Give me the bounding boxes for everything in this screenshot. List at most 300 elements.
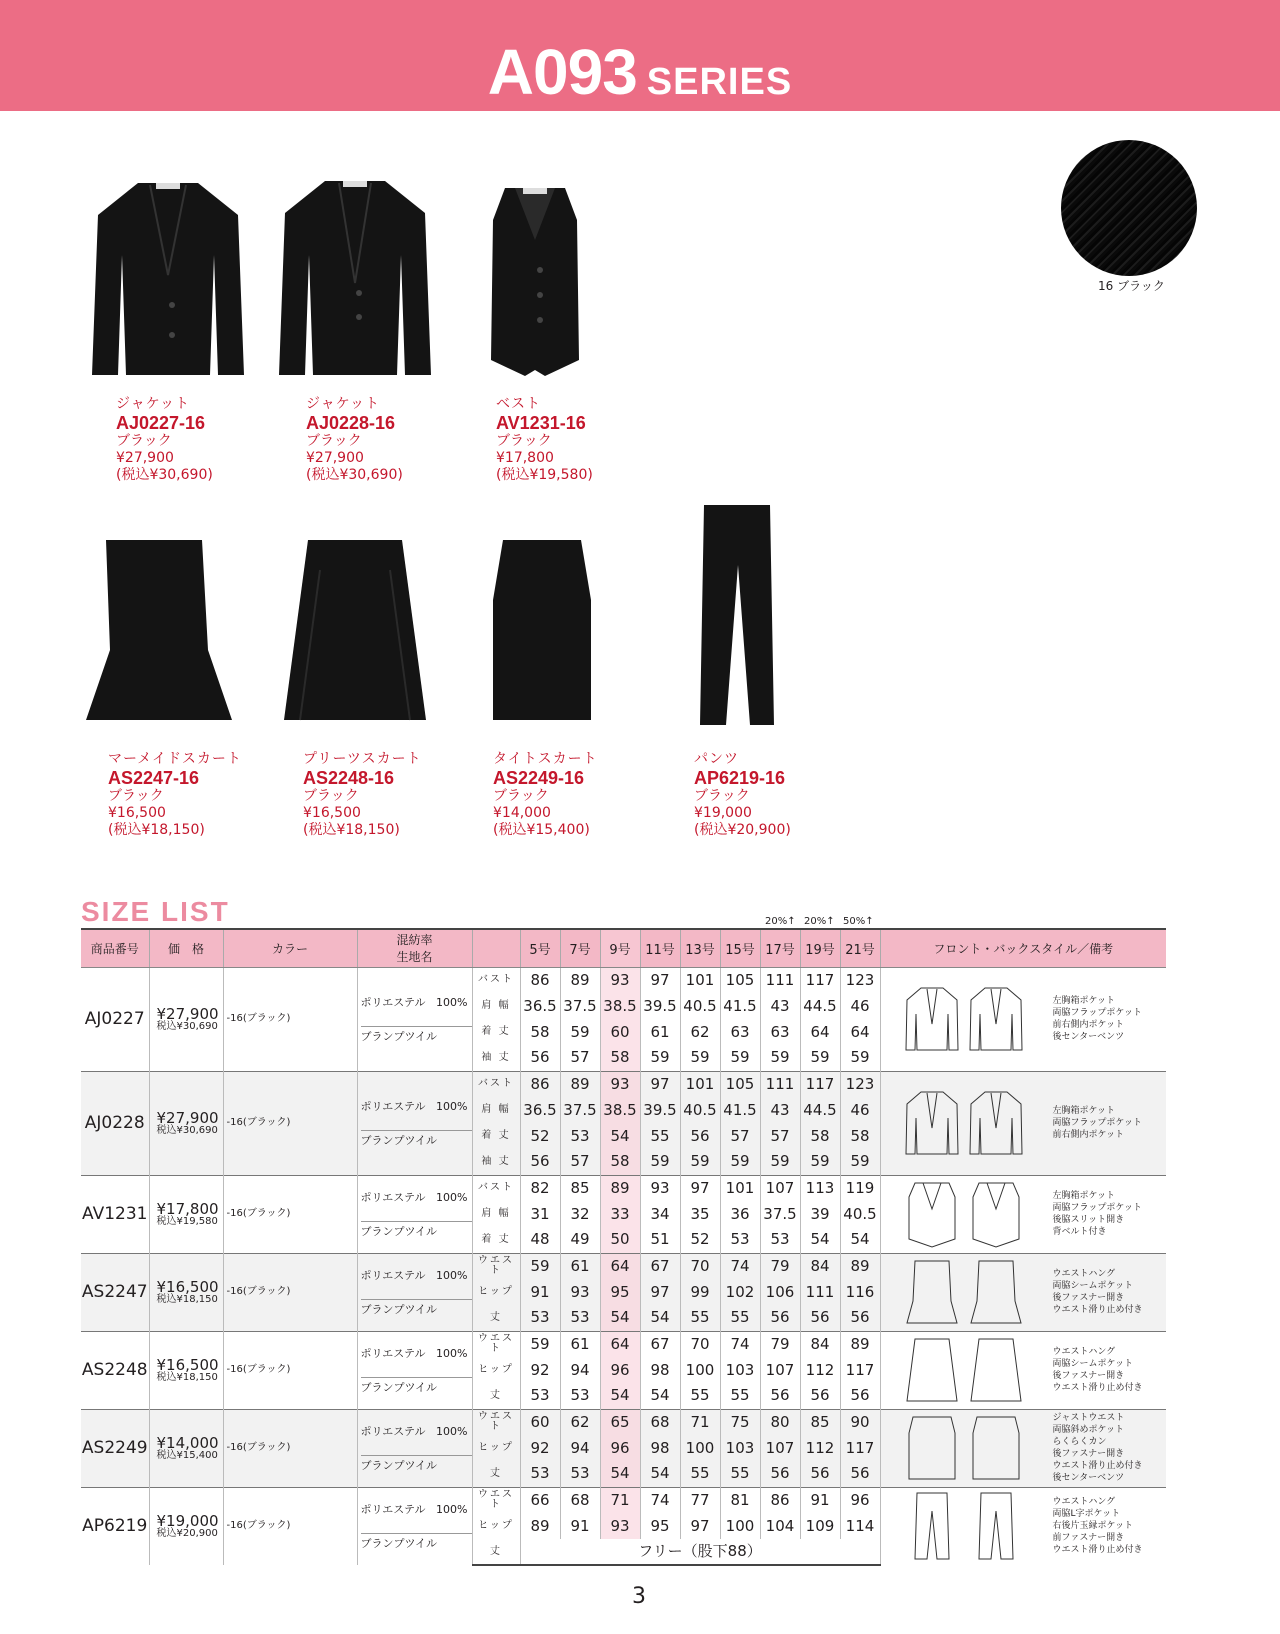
style-notes (1053, 1412, 1143, 1484)
style-drawings (881, 1088, 1167, 1158)
product-category: マーメイドスカート (108, 751, 242, 767)
size-value: 100 (680, 1435, 720, 1461)
item-fabric (357, 1331, 472, 1409)
size-value: 89 (840, 1331, 880, 1357)
fabric-blend (361, 1426, 472, 1437)
fabric-blend (361, 1270, 472, 1281)
fabric-material: ポリエステル (360, 1099, 426, 1113)
size-value: 59 (680, 1045, 720, 1071)
product-code: AS2248-16 (303, 768, 395, 788)
series-word: SERIES (646, 61, 793, 103)
size-value: 117 (800, 967, 840, 993)
series-header (0, 0, 1280, 111)
size-value: 64 (800, 1019, 840, 1045)
item-fabric (357, 1175, 472, 1253)
size-value: 94 (560, 1357, 600, 1383)
item-style (880, 1071, 1166, 1175)
size-value: 97 (640, 967, 680, 993)
style-note: 後センターベンツ (1052, 1473, 1125, 1483)
size-value: 79 (760, 1253, 800, 1279)
measure-name: 袖 丈 (472, 1149, 520, 1175)
style-note: 左胸箱ポケット (1052, 1106, 1116, 1116)
item-code: AS2247 (81, 1253, 149, 1331)
size-value: 54 (640, 1383, 680, 1409)
size-value: 53 (520, 1461, 560, 1487)
size-value: 55 (680, 1383, 720, 1409)
size-value: 95 (600, 1279, 640, 1305)
item-style (880, 1487, 1166, 1565)
size-value: 52 (680, 1227, 720, 1253)
product-color: ブラック (306, 433, 362, 449)
size-value: 109 (800, 1513, 840, 1539)
size-value: 54 (840, 1227, 880, 1253)
style-note: 両脇シームポケット (1052, 1281, 1134, 1291)
size-value: 59 (680, 1149, 720, 1175)
fabric-divider (361, 1299, 472, 1300)
item-fabric (357, 1409, 472, 1487)
size-value: 53 (760, 1227, 800, 1253)
fabric-percent: 100% (436, 1099, 468, 1113)
size-value: 85 (560, 1175, 600, 1201)
size-value: 98 (640, 1435, 680, 1461)
measure-name: ウエスト (472, 1331, 520, 1357)
size-value: 119 (840, 1175, 880, 1201)
item-price-value: ¥27,900 (156, 1108, 219, 1127)
size-value: 48 (520, 1227, 560, 1253)
fabric-percent: 100% (436, 1190, 468, 1204)
size-value: 54 (600, 1305, 640, 1331)
size-value: 100 (720, 1513, 760, 1539)
style-note: ウエストハング (1052, 1347, 1116, 1357)
size-value: 59 (720, 1149, 760, 1175)
item-style (880, 1331, 1166, 1409)
mermaid-back-drawing (969, 1257, 1023, 1327)
size-value: 63 (760, 1019, 800, 1045)
style-note: 右後片玉縁ポケット (1052, 1521, 1134, 1532)
product-info (116, 396, 213, 484)
product-color: ブラック (694, 788, 750, 804)
size-value: 70 (680, 1253, 720, 1279)
item-tax-price: 税込¥18,150 (156, 1293, 218, 1305)
size-value: 93 (600, 967, 640, 993)
size-value: 74 (720, 1253, 760, 1279)
fabric-blend (361, 1101, 472, 1112)
product-category: パンツ (694, 751, 739, 767)
tight-back-drawing (969, 1413, 1023, 1483)
header-size: 19号 (800, 929, 840, 967)
size-list-title: SIZE LIST (81, 896, 230, 927)
product-tax-price: (税込¥30,690) (306, 467, 403, 483)
style-note: ウエスト滑り止め付き (1052, 1461, 1143, 1471)
style-note: 左胸箱ポケット (1052, 1191, 1116, 1201)
item-style (880, 1253, 1166, 1331)
size-value: 111 (760, 1071, 800, 1097)
header-style: フロント・バックスタイル／備考 (880, 929, 1166, 967)
size-value: 56 (680, 1123, 720, 1149)
jacket-back-drawing (969, 984, 1023, 1054)
size-value: 55 (720, 1383, 760, 1409)
item-price-value: ¥17,800 (156, 1199, 219, 1218)
size-value: 59 (760, 1045, 800, 1071)
style-note: 後ファスナー開き (1052, 1371, 1125, 1381)
product-tax-price: (税込¥30,690) (116, 467, 213, 483)
size-value: 59 (760, 1149, 800, 1175)
size-value: 68 (640, 1409, 680, 1435)
fabric-name: ブランプツイル (360, 1133, 437, 1147)
header-fabric-name: 生地名 (396, 950, 433, 965)
measure-name: バスト (472, 1071, 520, 1097)
product-info (694, 751, 791, 839)
size-value: 70 (680, 1331, 720, 1357)
size-markup-17: 20%↑ (765, 916, 796, 927)
size-value: 64 (840, 1019, 880, 1045)
header-fabric-blend: 混紡率 (396, 933, 433, 948)
jacket-front-drawing (905, 1088, 959, 1158)
size-row (81, 1331, 1166, 1357)
size-value: 34 (640, 1201, 680, 1227)
product-price: ¥27,900 (306, 450, 364, 466)
header-fabric (357, 929, 472, 967)
pleats-back-drawing (969, 1335, 1023, 1405)
size-value: 59 (800, 1045, 840, 1071)
style-drawings (881, 1257, 1167, 1327)
size-value: 105 (720, 967, 760, 993)
product-category: ベスト (496, 396, 541, 412)
item-style (880, 1175, 1166, 1253)
size-value: 56 (800, 1383, 840, 1409)
item-fabric (357, 967, 472, 1071)
fabric-material: ポリエステル (360, 1346, 426, 1360)
size-value: 43 (760, 993, 800, 1019)
item-tax-price: 税込¥30,690 (156, 1020, 218, 1032)
size-value: 96 (600, 1357, 640, 1383)
item-price-value: ¥19,000 (156, 1511, 219, 1530)
item-price (149, 1409, 223, 1487)
size-value: 54 (600, 1123, 640, 1149)
size-table-header (81, 929, 1166, 967)
size-value: 40.5 (840, 1201, 880, 1227)
fabric-blend (361, 997, 472, 1008)
pleats-skirt-as2248-image (280, 540, 430, 730)
product-price: ¥19,000 (694, 805, 752, 821)
size-value: 84 (800, 1253, 840, 1279)
fabric-percent: 100% (436, 1346, 468, 1360)
size-value: 58 (520, 1019, 560, 1045)
style-note: ウエスト滑り止め付き (1052, 1383, 1143, 1393)
item-tax-price: 税込¥30,690 (156, 1124, 218, 1136)
size-value: 35 (680, 1201, 720, 1227)
size-value: 90 (840, 1409, 880, 1435)
size-value: 58 (600, 1045, 640, 1071)
item-price (149, 1071, 223, 1175)
style-drawings (881, 1179, 1167, 1249)
jacket-aj0228-image (275, 175, 435, 385)
style-note: 両脇フラップポケット (1052, 1008, 1142, 1018)
product-color: ブラック (493, 788, 549, 804)
size-value: 37.5 (760, 1201, 800, 1227)
item-price (149, 967, 223, 1071)
item-code: AV1231 (81, 1175, 149, 1253)
style-notes (1053, 1190, 1142, 1238)
style-note: ウエスト滑り止め付き (1052, 1305, 1143, 1315)
size-value: 36 (720, 1201, 760, 1227)
product-tax-price: (税込¥15,400) (493, 822, 590, 838)
page-number: 3 (632, 1584, 646, 1609)
product-info (303, 751, 422, 839)
series-title (0, 36, 1280, 108)
size-value: 56 (800, 1461, 840, 1487)
style-note: 両脇シームポケット (1052, 1359, 1134, 1369)
product-info (496, 396, 593, 484)
size-value: 112 (800, 1357, 840, 1383)
fabric-divider (361, 1377, 472, 1378)
item-code: AS2249 (81, 1409, 149, 1487)
size-value: 44.5 (800, 1097, 840, 1123)
size-value: 60 (520, 1409, 560, 1435)
product-price: ¥14,000 (493, 805, 551, 821)
size-value: 97 (680, 1513, 720, 1539)
size-value: 59 (840, 1045, 880, 1071)
size-value: 53 (520, 1383, 560, 1409)
size-value: 89 (520, 1513, 560, 1539)
size-value: 112 (800, 1435, 840, 1461)
style-note: ウエストハング (1052, 1269, 1116, 1279)
size-value: 57 (560, 1045, 600, 1071)
size-value: 101 (680, 967, 720, 993)
size-value: 31 (520, 1201, 560, 1227)
size-value: 59 (640, 1045, 680, 1071)
size-value: 59 (560, 1019, 600, 1045)
size-value: 63 (720, 1019, 760, 1045)
header-size: 17号 (760, 929, 800, 967)
size-value: 56 (840, 1461, 880, 1487)
size-value: 91 (520, 1279, 560, 1305)
style-note: らくらくカン (1052, 1437, 1107, 1447)
style-note: ウエストハング (1052, 1497, 1116, 1508)
size-value: 43 (760, 1097, 800, 1123)
style-note: 前右側内ポケット (1052, 1130, 1125, 1140)
size-value: 86 (520, 1071, 560, 1097)
size-value: 56 (760, 1461, 800, 1487)
size-value: 71 (680, 1409, 720, 1435)
size-value: 77 (680, 1487, 720, 1513)
fabric-divider (361, 1533, 472, 1534)
fabric-name: ブランプツイル (360, 1224, 437, 1238)
size-value: 86 (520, 967, 560, 993)
header-price: 価 格 (149, 929, 223, 967)
size-value: 32 (560, 1201, 600, 1227)
size-value: 37.5 (560, 1097, 600, 1123)
header-size: 7号 (560, 929, 600, 967)
item-tax-price: 税込¥18,150 (156, 1371, 218, 1383)
fabric-name: ブランプツイル (360, 1302, 437, 1316)
item-price-value: ¥14,000 (156, 1433, 219, 1452)
size-value: 97 (640, 1279, 680, 1305)
fabric-name: ブランプツイル (360, 1536, 437, 1550)
item-code: AS2248 (81, 1331, 149, 1409)
size-value: 57 (720, 1123, 760, 1149)
size-value: 41.5 (720, 1097, 760, 1123)
measure-name: ウエスト (472, 1409, 520, 1435)
style-drawings (881, 1491, 1167, 1561)
size-value: 55 (720, 1461, 760, 1487)
measure-name: 袖 丈 (472, 1045, 520, 1071)
size-value: 38.5 (600, 1097, 640, 1123)
size-value: 59 (840, 1149, 880, 1175)
size-value: 117 (840, 1435, 880, 1461)
item-color: -16(ブラック) (223, 1253, 357, 1331)
size-list-table (81, 928, 1166, 1566)
header-color: カラー (223, 929, 357, 967)
item-price (149, 1253, 223, 1331)
size-value: 75 (720, 1409, 760, 1435)
fabric-blend (361, 1192, 472, 1203)
size-value: 94 (560, 1435, 600, 1461)
fabric-blend (361, 1504, 472, 1515)
header-size: 11号 (640, 929, 680, 967)
product-info (493, 751, 598, 839)
style-note: 後ファスナー開き (1052, 1293, 1125, 1303)
size-value: 53 (720, 1227, 760, 1253)
style-notes (1053, 1496, 1143, 1556)
style-note: 後ファスナー開き (1052, 1449, 1125, 1459)
measure-name: 丈 (472, 1305, 520, 1331)
size-value: 36.5 (520, 993, 560, 1019)
product-price: ¥16,500 (303, 805, 361, 821)
header-size: 5号 (520, 929, 560, 967)
size-value: 56 (840, 1305, 880, 1331)
item-color: -16(ブラック) (223, 967, 357, 1071)
header-code: 商品番号 (81, 929, 149, 967)
size-value: 46 (840, 993, 880, 1019)
item-tax-price: 税込¥20,900 (156, 1527, 218, 1539)
item-price-value: ¥16,500 (156, 1277, 219, 1296)
style-notes (1053, 995, 1142, 1043)
size-value: 111 (760, 967, 800, 993)
size-value: 92 (520, 1435, 560, 1461)
product-code: AJ0228-16 (306, 413, 396, 433)
vest-av1231-image (485, 180, 585, 380)
size-value: 62 (560, 1409, 600, 1435)
size-value: 65 (600, 1409, 640, 1435)
measure-name: ウエスト (472, 1487, 520, 1513)
size-value: 56 (800, 1305, 840, 1331)
size-value: 54 (640, 1305, 680, 1331)
size-value: 67 (640, 1253, 680, 1279)
size-value: 111 (800, 1279, 840, 1305)
item-color: -16(ブラック) (223, 1409, 357, 1487)
size-value: 53 (560, 1461, 600, 1487)
size-value: 114 (840, 1513, 880, 1539)
header-size: 15号 (720, 929, 760, 967)
size-row (81, 967, 1166, 993)
size-value: 101 (720, 1175, 760, 1201)
item-tax-price: 税込¥15,400 (156, 1449, 218, 1461)
style-note: 後センターベンツ (1052, 1032, 1125, 1042)
tight-front-drawing (905, 1413, 959, 1483)
fabric-divider (361, 1026, 472, 1027)
size-value: 52 (520, 1123, 560, 1149)
product-price: ¥16,500 (108, 805, 166, 821)
style-note: 両脇L字ポケット (1052, 1509, 1121, 1520)
size-markup-19: 20%↑ (804, 916, 835, 927)
product-tax-price: (税込¥18,150) (303, 822, 400, 838)
measure-name: 丈 (472, 1383, 520, 1409)
style-drawings (881, 1335, 1167, 1405)
fabric-percent: 100% (436, 1268, 468, 1282)
size-row (81, 1487, 1166, 1513)
fabric-divider (361, 1455, 472, 1456)
size-value: 104 (760, 1513, 800, 1539)
item-price-value: ¥27,900 (156, 1004, 219, 1023)
product-category: タイトスカート (493, 751, 598, 767)
size-value: 95 (640, 1513, 680, 1539)
size-value: 53 (560, 1123, 600, 1149)
product-code: AJ0227-16 (116, 413, 206, 433)
pants-front-drawing (905, 1491, 959, 1561)
size-value: 61 (560, 1331, 600, 1357)
size-value: 99 (680, 1279, 720, 1305)
size-value: 53 (560, 1383, 600, 1409)
size-value: 84 (800, 1331, 840, 1357)
size-value: 59 (520, 1331, 560, 1357)
item-color: -16(ブラック) (223, 1331, 357, 1409)
size-value: 54 (600, 1461, 640, 1487)
fabric-blend (361, 1348, 472, 1359)
product-color: ブラック (108, 788, 164, 804)
mermaid-front-drawing (905, 1257, 959, 1327)
size-value: 74 (720, 1331, 760, 1357)
size-value: 56 (840, 1383, 880, 1409)
size-value: 98 (640, 1357, 680, 1383)
size-value: 79 (760, 1331, 800, 1357)
style-note: 左胸箱ポケット (1052, 996, 1116, 1006)
style-note: 前右側内ポケット (1052, 1020, 1125, 1030)
size-value: 57 (560, 1149, 600, 1175)
product-color: ブラック (116, 433, 172, 449)
size-value: 59 (520, 1253, 560, 1279)
measure-name: 丈 (472, 1539, 520, 1565)
measure-name: 肩 幅 (472, 1097, 520, 1123)
product-info (108, 751, 242, 839)
style-note: 後脇スリット開き (1052, 1215, 1125, 1225)
item-style (880, 1409, 1166, 1487)
size-value: 113 (800, 1175, 840, 1201)
size-value: 123 (840, 1071, 880, 1097)
size-value: 49 (560, 1227, 600, 1253)
item-style (880, 967, 1166, 1071)
size-value: 40.5 (680, 1097, 720, 1123)
measure-name: ヒップ (472, 1279, 520, 1305)
size-value: 37.5 (560, 993, 600, 1019)
fabric-material: ポリエステル (360, 1424, 426, 1438)
item-fabric (357, 1071, 472, 1175)
size-value: 96 (600, 1435, 640, 1461)
fabric-swatch (1061, 140, 1197, 276)
size-value: 93 (640, 1175, 680, 1201)
fabric-percent: 100% (436, 1424, 468, 1438)
style-note: 両脇フラップポケット (1052, 1118, 1142, 1128)
size-value: 91 (560, 1513, 600, 1539)
product-code: AS2247-16 (108, 768, 200, 788)
fabric-divider (361, 1221, 472, 1222)
size-value: 58 (840, 1123, 880, 1149)
size-value: 56 (520, 1149, 560, 1175)
product-tax-price: (税込¥18,150) (108, 822, 205, 838)
size-value: 93 (600, 1071, 640, 1097)
style-notes (1053, 1346, 1143, 1394)
size-value: 89 (560, 1071, 600, 1097)
